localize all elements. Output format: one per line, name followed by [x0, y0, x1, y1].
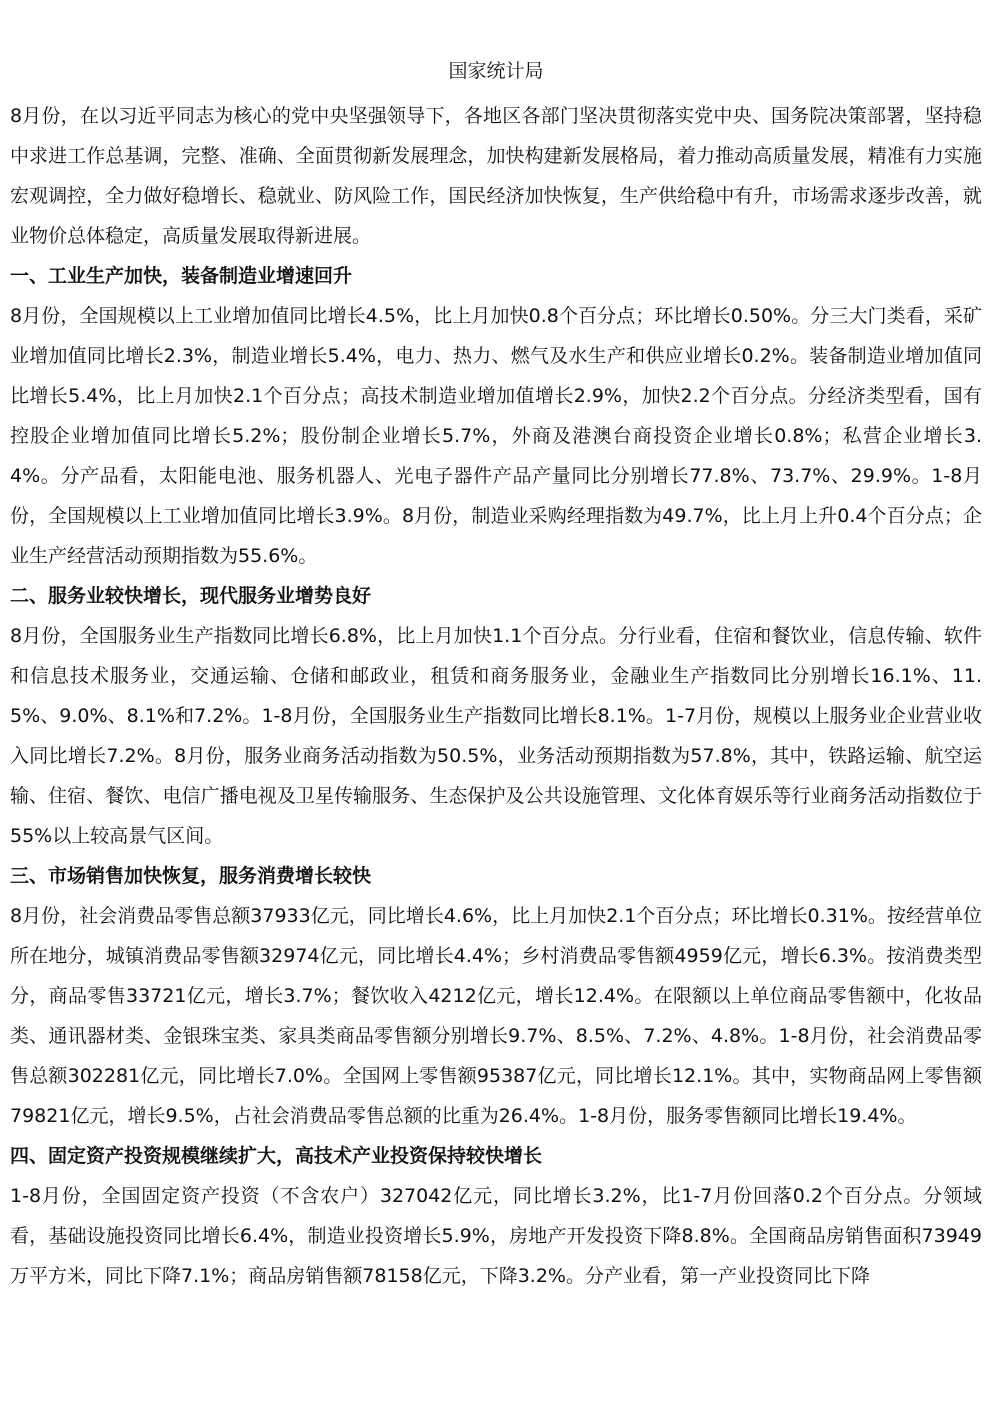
section-body-services: 8月份，全国服务业生产指数同比增长6.8%，比上月加快1.1个百分点。分行业看，住宿和餐饮业，信息传输、软件和信息技术服务业，交通运输、仓储和邮政业，租赁和商务服务业，金融业生产指数同比分别增长16.1%、11.5%、9.0%、8.1%和7.2%。1-8月份，全国服务业生产指数同比增长8.1%。1-7月份，规模以上服务业企业营业收入同比增长7.2%。8月份，服务业商务活动指数为50.5%，业务活动预期指数为57.8%，其中，铁路运输、航空运输、住宿、餐饮、电信广播电视及卫星传输服务、生态保护及公共设施管理、文化体育娱乐等行业商务活动指数位于55%以上较高景气区间。: [10, 625, 982, 847]
section-heading-investment: 四、固定资产投资规模继续扩大，高技术产业投资保持较快增长: [10, 1145, 543, 1167]
section-heading-retail: 三、市场销售加快恢复，服务消费增长较快: [10, 865, 372, 887]
section-body-industry: 8月份，全国规模以上工业增加值同比增长4.5%，比上月加快0.8个百分点；环比增长0.50%。分三大门类看，采矿业增加值同比增长2.3%，制造业增长5.4%，电力、热力、燃气及水生产和供应业增长0.2%。装备制造业增加值同比增长5.4%，比上月加快2.1个百分点；高技术制造业增加值增长2.9%，加快2.2个百分点。分经济类型看，国有控股企业增加值同比增长5.2%；股份制企业增长5.7%，外商及港澳台商投资企业增长0.8%；私营企业增长3.4%。分产品看，太阳能电池、服务机器人、光电子器件产品产量同比分别增长77.8%、73.7%、29.9%。1-8月份，全国规模以上工业增加值同比增长3.9%。8月份，制造业采购经理指数为49.7%，比上月上升0.4个百分点；企业生产经营活动预期指数为55.6%。: [10, 305, 982, 567]
intro-paragraph: 8月份，在以习近平同志为核心的党中央坚强领导下，各地区各部门坚决贯彻落实党中央、国务院决策部署，坚持稳中求进工作总基调，完整、准确、全面贯彻新发展理念，加快构建新发展格局，着力推动高质量发展，精准有力实施宏观调控，全力做好稳增长、稳就业、防风险工作，国民经济加快恢复，生产供给稳中有升，市场需求逐步改善，就业物价总体稳定，高质量发展取得新进展。: [10, 105, 982, 247]
section-heading-industry: 一、工业生产加快，装备制造业增速回升: [10, 265, 353, 287]
section-body-investment: 1-8月份，全国固定资产投资（不含农户）327042亿元，同比增长3.2%，比1-7月份回落0.2个百分点。分领域看，基础设施投资同比增长6.4%，制造业投资增长5.9%，房地产开发投资下降8.8%。全国商品房销售面积73949万平方米，同比下降7.1%；商品房销售额78158亿元，下降3.2%。分产业看，第一产业投资同比下降: [10, 1185, 982, 1287]
section-body-retail: 8月份，社会消费品零售总额37933亿元，同比增长4.6%，比上月加快2.1个百分点；环比增长0.31%。按经营单位所在地分，城镇消费品零售额32974亿元，同比增长4.4%；乡村消费品零售额4959亿元，增长6.3%。按消费类型分，商品零售33721亿元，增长3.7%；餐饮收入4212亿元，增长12.4%。在限额以上单位商品零售额中，化妆品类、通讯器材类、金银珠宝类、家具类商品零售额分别增长9.7%、8.5%、7.2%、4.8%。1-8月份，社会消费品零售总额302281亿元，同比增长7.0%。全国网上零售额95387亿元，同比增长12.1%。其中，实物商品网上零售额79821亿元，增长9.5%，占社会消费品零售总额的比重为26.4%。1-8月份，服务零售额同比增长19.4%。: [10, 905, 982, 1127]
document-page: [10, 56, 982, 1296]
document-title: 国家统计局: [448, 60, 544, 82]
section-heading-services: 二、服务业较快增长，现代服务业增势良好: [10, 585, 372, 607]
